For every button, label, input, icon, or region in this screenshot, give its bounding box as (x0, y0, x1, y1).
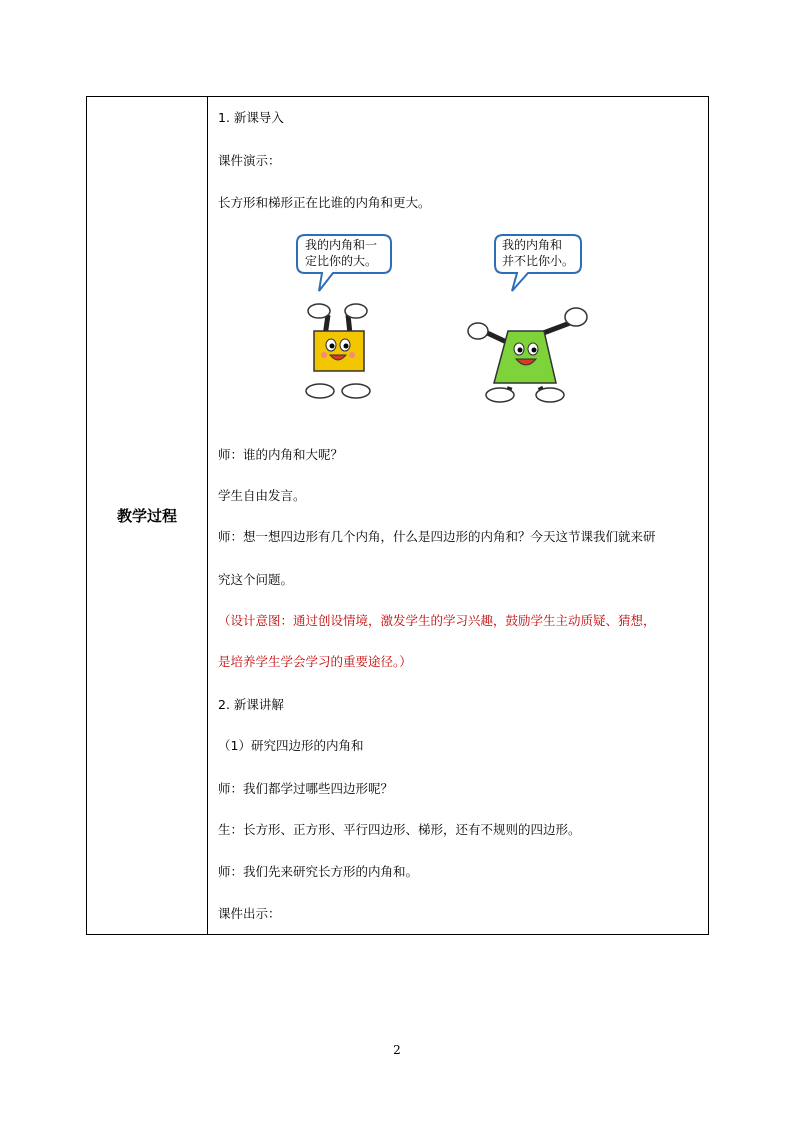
lesson-table (86, 96, 709, 935)
content-cell (208, 97, 708, 934)
text-line: 师：我们先来研究长方形的内角和。 (218, 864, 419, 879)
text-line: 学生自由发言。 (218, 488, 306, 503)
speech-bubble-right (495, 235, 581, 291)
trapezoid-character (468, 308, 587, 402)
rectangle-trapezoid-illustration (288, 227, 618, 407)
section-label: 教学过程 (116, 507, 177, 525)
design-note-line: （设计意图：通过创设情境，激发学生的学习兴趣，鼓励学生主动质疑、猜想， (218, 613, 656, 628)
heading-explanation: 2. 新课讲解 (218, 697, 284, 712)
design-note-line: 是培养学生学会学习的重要途径。） (218, 654, 412, 669)
text-line: 师：谁的内角和大呢？ (218, 447, 344, 462)
text-line: 师：想一想四边形有几个内角，什么是四边形的内角和？今天这节课我们就来研 (218, 529, 656, 544)
text-line: 长方形和梯形正在比谁的内角和更大。 (218, 195, 431, 210)
bubble-left-line1: 我的内角和一 (305, 238, 378, 252)
speech-bubble-left (297, 235, 391, 291)
bubble-left-line2: 定比你的大。 (305, 254, 378, 268)
text-line: 师：我们都学过哪些四边形呢？ (218, 781, 394, 796)
heading-intro: 1. 新课导入 (218, 110, 284, 125)
text-line: 究这个问题。 (218, 572, 294, 587)
text-line: 课件出示： (218, 906, 281, 921)
bubble-right-line2: 并不比你小。 (502, 254, 575, 268)
bubble-right-line1: 我的内角和 (502, 238, 563, 252)
rectangle-character (306, 304, 370, 407)
subheading: （1）研究四边形的内角和 (218, 738, 364, 753)
text-line: 课件演示： (218, 153, 281, 168)
page-number: 2 (393, 1043, 401, 1057)
text-line: 生：长方形、正方形、平行四边形、梯形，还有不规则的四边形。 (218, 822, 581, 837)
